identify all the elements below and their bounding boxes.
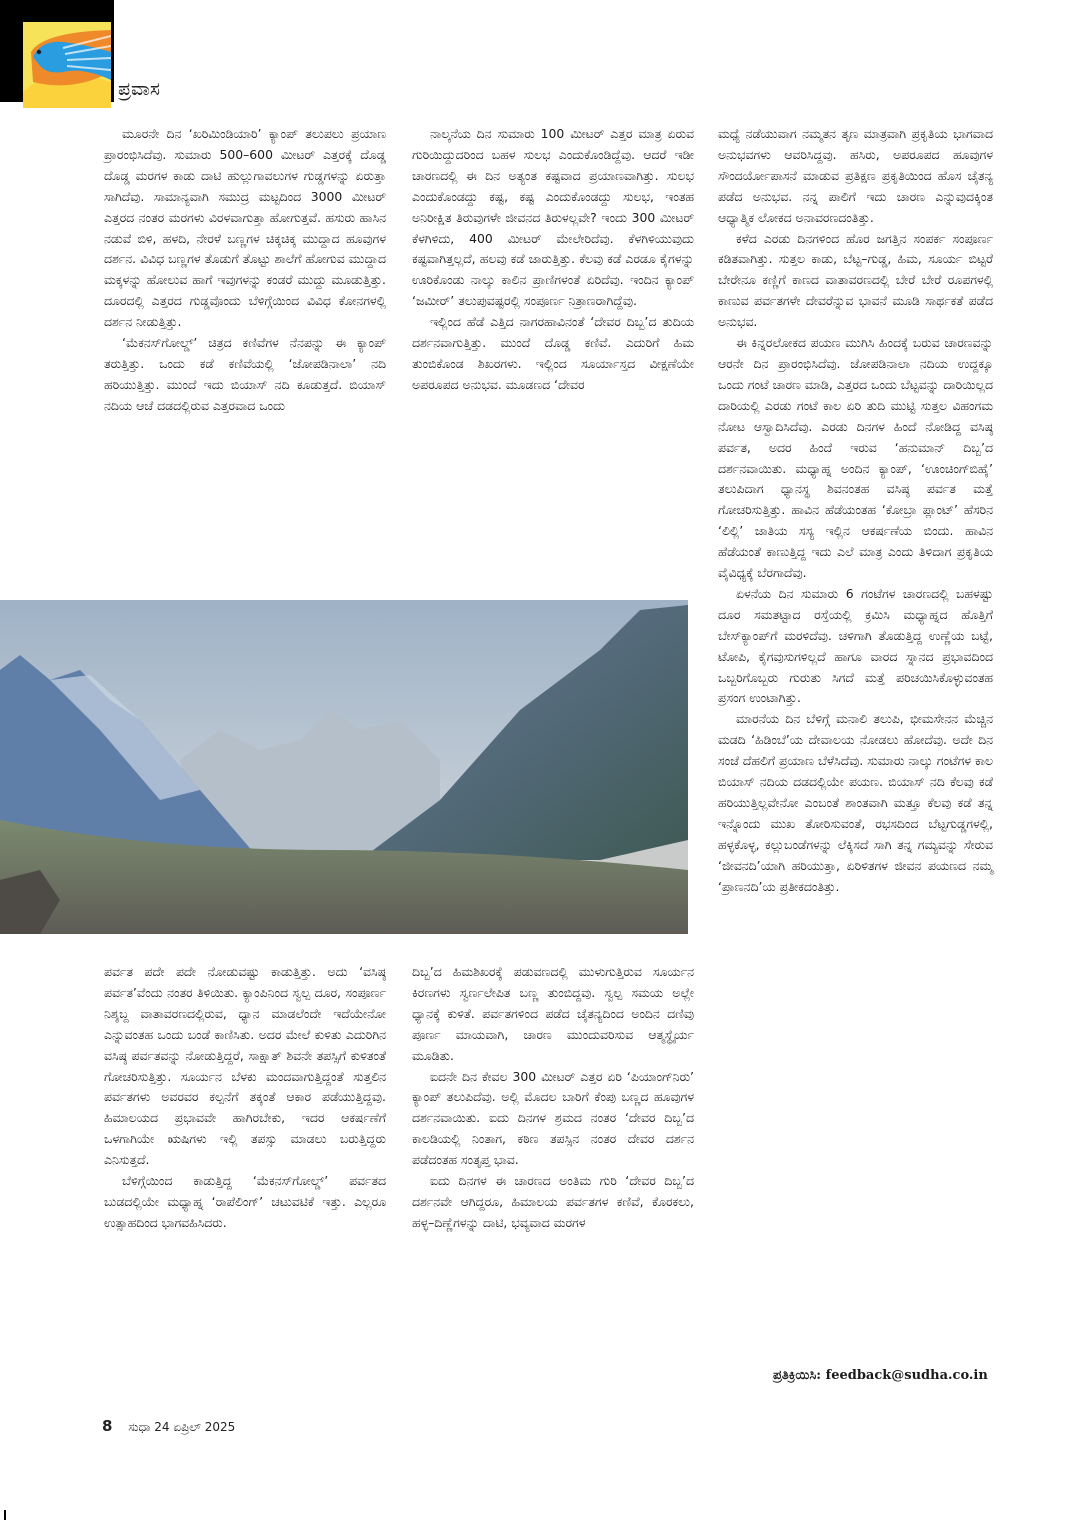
magazine-date: ಸುಧಾ 24 ಏಪ್ರಿಲ್ 2025: [128, 1420, 236, 1434]
paragraph: ಕಳೆದ ಎರಡು ದಿನಗಳಿಂದ ಹೊರ ಜಗತ್ತಿನ ಸಂಪರ್ಕ ಸಂಪೂರ್ಣ ಕಡಿತವಾಗಿತ್ತು. ಸುತ್ತಲ ಕಾಡು, ಬೆಟ್ಟ–ಗುಡ್ಡ, ಹಿಮ, ಸೂರ್ಯ ಬಿಟ್ಟರೆ ಬೇರೇನೂ ಕಣ್ಣಿಗೆ ಕಾಣದ ವಾತಾವರಣದಲ್ಲಿ ಬೇರೆ ಬೇರೆ ರೂಪಗಳಲ್ಲಿ ಕಾಣುವ ಪರ್ವತಗಳೇ ದೇವರೆನ್ನುವ ಭಾವನೆ ಮೂಡಿ ಸಾರ್ಥಕತೆ ಪಡೆದ ಅನುಭವ.: [718, 230, 993, 330]
page-footer: [102, 1417, 235, 1435]
column-2-bottom: [412, 962, 694, 1234]
page-number: 8: [102, 1417, 113, 1435]
paragraph: ಐದನೇ ದಿನ ಕೇವಲ 300 ಮೀಟರ್ ಎತ್ತರ ಏರಿ ‘ಪಿಯಾಂಗ್‌ನಿರು’ ಕ್ಯಾಂಪ್ ತಲುಪಿದೆವು. ಅಲ್ಲಿ ಮೊದಲ ಬಾರಿಗೆ ಕೆಂಪು ಬಣ್ಣದ ಹೂವುಗಳ ದರ್ಶನವಾಯಿತು. ಐದು ದಿನಗಳ ಶ್ರಮದ ನಂತರ ‘ದೇವರ ದಿಬ್ಬ’ದ ಕಾಲಡಿಯಲ್ಲಿ ನಿಂತಾಗ, ಕಠಿಣ ತಪಸ್ಸಿನ ನಂತರ ದೇವರ ದರ್ಶನ ಪಡೆದಂತಹ ಸಂತೃಪ್ತ ಭಾವ.: [412, 1068, 694, 1168]
paragraph: ಇಲ್ಲಿಂದ ಹೆಡೆ ಎತ್ತಿದ ನಾಗರಹಾವಿನಂತೆ ‘ದೇವರ ದಿಬ್ಬ’ದ ತುದಿಯ ದರ್ಶನವಾಗುತ್ತಿತ್ತು. ಮುಂದೆ ದೊಡ್ಡ ಕಣಿವೆ. ಎದುರಿಗೆ ಹಿಮ ತುಂಬಿಕೊಂಡ ಶಿಖರಗಳು. ಇಲ್ಲಿಂದ ಸೂರ್ಯಾಸ್ತದ ವೀಕ್ಷಣೆಯೇ ಅಪರೂಪದ ಅನುಭವ. ಮೂಡಣದ ‘ದೇವರ: [412, 314, 694, 392]
column-2-top: [412, 124, 694, 396]
column-1-top: [104, 124, 386, 417]
paragraph: ಮೂರನೇ ದಿನ ‘ಖರಿಮಿಂಡಿಯಾರಿ’ ಕ್ಯಾಂಪ್ ತಲುಪಲು ಪ್ರಯಾಣ ಪ್ರಾರಂಭಿಸಿದೆವು. ಸುಮಾರು 500–600 ಮೀಟರ್ ಎತ್ತರಕ್ಕೆ ದೊಡ್ಡ ದೊಡ್ಡ ಮರಗಳ ಕಾಡು ದಾಟಿ ಹುಲ್ಲುಗಾವಲುಗಳ ಗುಡ್ಡಗಳನ್ನು ಏರುತ್ತಾ ಸಾಗಿದೆವು. ಸಾಮಾನ್ಯವಾಗಿ ಸಮುದ್ರ ಮಟ್ಟದಿಂದ 3000 ಮೀಟರ್ ಎತ್ತರದ ನಂತರ ಮರಗಳು ವಿರಳವಾಗುತ್ತಾ ಹೋಗುತ್ತವೆ. ಹಸುರು ಹಾಸಿನ ನಡುವೆ ಬಿಳಿ, ಹಳದಿ, ನೇರಳೆ ಬಣ್ಣಗಳ ಚಿಕ್ಕಚಿಕ್ಕ ಮುದ್ದಾದ ಹೂವುಗಳ ದರ್ಶನ. ವಿವಿಧ ಬಣ್ಣಗಳ ತೊಡುಗೆ ತೊಟ್ಟು ಶಾಲೆಗೆ ಹೋಗುವ ಮುದ್ದಾದ ಮಕ್ಕಳನ್ನು ಹೋಲುವ ಹಾಗೆ ಇವುಗಳನ್ನು ಕಂಡರೆ ಮುದ್ದು ಮೂಡುತ್ತಿತ್ತು. ದೂರದಲ್ಲಿ ಎತ್ತರದ ಗುಡ್ಡವೊಂದು ಬೆಳಿಗ್ಗೆಯಿಂದ ವಿವಿಧ ಕೋನಗಳಲ್ಲಿ ದರ್ಶನ ನೀಡುತ್ತಿತ್ತು.: [104, 126, 386, 330]
paragraph: ಐದು ದಿನಗಳ ಈ ಚಾರಣದ ಅಂತಿಮ ಗುರಿ ‘ದೇವರ ದಿಬ್ಬ’ದ ದರ್ಶನವೇ ಆಗಿದ್ದರೂ, ಹಿಮಾಲಯ ಪರ್ವತಗಳ ಕಣಿವೆ, ಕೊರಕಲು, ಹಳ್ಳ–ದಿಣ್ಣೆಗಳನ್ನು ದಾಟಿ, ಭವ್ಯವಾದ ಮರಗಳ: [412, 1173, 694, 1230]
column-1-bottom: [104, 962, 386, 1234]
section-title: ಪ್ರವಾಸ: [118, 78, 161, 100]
paragraph: ನಾಲ್ಕನೆಯ ದಿನ ಸುಮಾರು 100 ಮೀಟರ್ ಎತ್ತರ ಮಾತ್ರ ಏರುವ ಗುರಿಯಿದ್ದುದರಿಂದ ಬಹಳ ಸುಲಭ ಎಂದುಕೊಂಡಿದ್ದೆವು. ಆದರೆ ಇಡೀ ಚಾರಣದಲ್ಲಿ ಈ ದಿನ ಅತ್ಯಂತ ಕಷ್ಟವಾದ ಪ್ರಯಾಣವಾಗಿತ್ತು. ಸುಲಭ ಎಂದುಕೊಂಡದ್ದು ಕಷ್ಟ, ಕಷ್ಟ ಎಂದುಕೊಂಡದ್ದು ಸುಲಭ, ಇಂತಹ ಅನಿರೀಕ್ಷಿತ ತಿರುವುಗಳೇ ಜೀವನದ ತಿರುಳಲ್ಲವೇ? ಇಂದು 300 ಮೀಟರ್ ಕೆಳಗಿಳಿದು, 400 ಮೀಟರ್ ಮೇಲೇರಿದೆವು. ಕೆಳಗಿಳಿಯುವುದು ಕಷ್ಟವಾಗಿತ್ತಲ್ಲದೆ, ಹಲವು ಕಡೆ ಜಾರುತ್ತಿತ್ತು. ಕೆಲವು ಕಡೆ ಎರಡೂ ಕೈಗಳನ್ನು ಊರಿಕೊಂಡು ನಾಲ್ಕು ಕಾಲಿನ ಪ್ರಾಣಿಗಳಂತೆ ಏರಿದೆವು. ಇಂದಿನ ಕ್ಯಾಂಪ್ ‘ಜಮೀರ್’ ತಲುಪುವಷ್ಟರಲ್ಲಿ ಸಂಪೂರ್ಣ ನಿತ್ರಾಣರಾಗಿದ್ದೆವು.: [412, 126, 694, 309]
paragraph: ಏಳನೆಯ ದಿನ ಸುಮಾರು 6 ಗಂಟೆಗಳ ಚಾರಣದಲ್ಲಿ ಬಹಳಷ್ಟು ದೂರ ಸಮತಟ್ಟಾದ ರಸ್ತೆಯಲ್ಲಿ ಕ್ರಮಿಸಿ ಮಧ್ಯಾಹ್ನದ ಹೊತ್ತಿಗೆ ಬೇಸ್‌ಕ್ಯಾಂಪ್‌ಗೆ ಮರಳಿದೆವು. ಚಳಿಗಾಗಿ ತೊಡುತ್ತಿದ್ದ ಉಣ್ಣೆಯ ಬಟ್ಟೆ, ಟೋಪಿ, ಕೈಗವುಸುಗಳಿಲ್ಲದೆ ಹಾಗೂ ವಾರದ ಸ್ನಾನದ ಪ್ರಭಾವದಿಂದ ಒಬ್ಬರಿಗೊಬ್ಬರು ಗುರುತು ಸಿಗದೆ ಮತ್ತೆ ಪರಿಚಯಿಸಿಕೊಳ್ಳುವಂತಹ ಪ್ರಸಂಗ ಉಂಟಾಗಿತ್ತು.: [718, 585, 993, 706]
feedback-email[interactable]: ಪ್ರತಿಕ್ರಿಯಿಸಿ: feedback@sudha.co.in: [773, 1368, 988, 1383]
paragraph: ದಿಬ್ಬ’ದ ಹಿಮಶಿಖರಕ್ಕೆ ಪಡುವಣದಲ್ಲಿ ಮುಳುಗುತ್ತಿರುವ ಸೂರ್ಯನ ಕಿರಣಗಳು ಸ್ವರ್ಣಲೇಪಿತ ಬಣ್ಣ ತುಂಬಿದ್ದವು. ಸ್ವಲ್ಪ ಸಮಯ ಅಲ್ಲೇ ಧ್ಯಾನಕ್ಕೆ ಕುಳಿತೆ. ಪರ್ವತಗಳಿಂದ ಪಡೆದ ಚೈತನ್ಯದಿಂದ ಅಂದಿನ ದಣಿವು ಪೂರ್ಣ ಮಾಯವಾಗಿ, ಚಾರಣ ಮುಂದುವರಿಸುವ ಆತ್ಮಸ್ಥೈರ್ಯ ಮೂಡಿತು.: [412, 964, 694, 1063]
paragraph: ಈ ಕಿನ್ನರಲೋಕದ ಪಯಣ ಮುಗಿಸಿ ಹಿಂದಕ್ಕೆ ಬರುವ ಚಾರಣವನ್ನು ಆರನೇ ದಿನ ಪ್ರಾರಂಭಿಸಿದೆವು. ಜೋಪಡಿನಾಲಾ ನದಿಯ ಉದ್ದಕ್ಕೂ ಒಂದು ಗಂಟೆ ಚಾರಣ ಮಾಡಿ, ಎತ್ತರದ ಒಂದು ಬೆಟ್ಟವನ್ನು ದಾರಿಯಿಲ್ಲದ ದಾರಿಯಲ್ಲಿ ಎರಡು ಗಂಟೆ ಕಾಲ ಏರಿ ತುದಿ ಮುಟ್ಟಿ ಸುತ್ತಲ ವಿಹಂಗಮ ನೋಟ ಆಸ್ವಾದಿಸಿದೆವು. ಎರಡು ದಿನಗಳ ಹಿಂದೆ ನೋಡಿದ್ದ ವಸಿಷ್ಠ ಪರ್ವತ, ಅದರ ಹಿಂದೆ ಇರುವ ‘ಹನುಮಾನ್ ದಿಬ್ಬ’ದ ದರ್ಶನವಾಯಿತು. ಮಧ್ಯಾಹ್ನ ಅಂದಿನ ಕ್ಯಾಂಪ್, ‘ಊಂಚಿಂಗ್‌ಬಿಹೈ’ ತಲುಪಿದಾಗ ಧ್ಯಾನಸ್ಥ ಶಿವನಂತಹ ವಸಿಷ್ಠ ಪರ್ವತ ಮತ್ತೆ ಗೋಚರಿಸುತ್ತಿತ್ತು. ಹಾವಿನ ಹೆಡೆಯಂತಹ ‘ಕೋಬ್ರಾ ಪ್ಲಾಂಟ್’ ಹೆಸರಿನ ‘ಲಿಲ್ಲಿ’ ಜಾತಿಯ ಸಸ್ಯ ಇಲ್ಲಿನ ಆಕರ್ಷಣೆಯ ಬಿಂದು. ಹಾವಿನ ಹೆಡೆಯಂತೆ ಕಾಣುತ್ತಿದ್ದ ಇದು ಎಲೆ ಮಾತ್ರ ಎಂದು ತಿಳಿದಾಗ ಪ್ರಕೃತಿಯ ವೈವಿಧ್ಯಕ್ಕೆ ಬೆರಗಾದೆವು.: [718, 335, 993, 581]
mountain-valley-photo: [0, 600, 688, 934]
paragraph: ಮಧ್ಯೆ ನಡೆಯುವಾಗ ನಮ್ಮತನ ತೃಣ ಮಾತ್ರವಾಗಿ ಪ್ರಕೃತಿಯ ಭಾಗವಾದ ಅನುಭವಗಳು ಆವರಿಸಿದ್ದವು. ಹಸಿರು, ಅಪರೂಪದ ಹೂವುಗಳ ಸೌಂದರ್ಯೋಪಾಸನೆ ಮಾಡುವ ಪ್ರತಿಕ್ಷಣ ಪ್ರಕೃತಿಯಿಂದ ಹೊಸ ಚೈತನ್ಯ ಪಡೆದ ಅನುಭವ. ನನ್ನ ಪಾಲಿಗೆ ಇದು ಚಾರಣ ಎನ್ನುವುದಕ್ಕಿಂತ ಆಧ್ಯಾತ್ಮಿಕ ಲೋಕದ ಅನಾವರಣದಂತಿತ್ತು.: [718, 126, 993, 225]
paragraph: ಬೆಳಿಗ್ಗೆಯಿಂದ ಕಾಡುತ್ತಿದ್ದ ‘ಮೆಕನಸ್‌ಗೋಲ್ಡ್’ ಪರ್ವತದ ಬುಡದಲ್ಲಿಯೇ ಮಧ್ಯಾಹ್ನ ‘ರಾಪೆಲಿಂಗ್’ ಚಟುವಟಿಕೆ ಇತ್ತು. ಎಲ್ಲರೂ ಉತ್ಸಾಹದಿಂದ ಭಾಗವಹಿಸಿದರು.: [104, 1173, 386, 1230]
paragraph: ಪರ್ವತ ಪದೇ ಪದೇ ನೋಡುವಷ್ಟು ಕಾಡುತ್ತಿತ್ತು. ಅದು ‘ವಸಿಷ್ಠ ಪರ್ವತ’ವೆಂದು ನಂತರ ತಿಳಿಯಿತು. ಕ್ಯಾಂಪಿನಿಂದ ಸ್ವಲ್ಪ ದೂರ, ಸಂಪೂರ್ಣ ನಿಶ್ಶಬ್ದ ವಾತಾವರಣದಲ್ಲಿರುವ, ಧ್ಯಾನ ಮಾಡಲೆಂದೇ ಇದೆಯೇನೋ ಎನ್ನುವಂತಹ ಒಂದು ಬಂಡೆ ಕಾಣಿಸಿತು. ಅದರ ಮೇಲೆ ಕುಳಿತು ಎದುರಿಗಿನ ವಸಿಷ್ಠ ಪರ್ವತವನ್ನು ನೋಡುತ್ತಿದ್ದರೆ, ಸಾಕ್ಷಾತ್ ಶಿವನೇ ತಪಸ್ಸಿಗೆ ಕುಳಿತಂತೆ ಗೋಚರಿಸುತ್ತಿತ್ತು. ಸೂರ್ಯನ ಬೆಳಕು ಮಂದವಾಗುತ್ತಿದ್ದಂತೆ ಸುತ್ತಲಿನ ಪರ್ವತಗಳು ಅವರವರ ಕಲ್ಪನೆಗೆ ತಕ್ಕಂತೆ ಆಕಾರ ಪಡೆಯುತ್ತಿದ್ದವು. ಹಿಮಾಲಯದ ಪ್ರಭಾವವೇ ಹಾಗಿರಬೇಕು, ಇದರ ಆಕರ್ಷಣೆಗೆ ಒಳಗಾಗಿಯೇ ಋಷಿಗಳು ಇಲ್ಲಿ ತಪಸ್ಸು ಮಾಡಲು ಬರುತ್ತಿದ್ದರು ಎನಿಸುತ್ತದೆ.: [104, 964, 386, 1168]
column-3: [718, 124, 993, 898]
bird-logo-icon: [23, 22, 111, 108]
paragraph: ಮಾರನೆಯ ದಿನ ಬೆಳಿಗ್ಗೆ ಮನಾಲಿ ತಲುಪಿ, ಭೀಮಸೇನನ ಮೆಚ್ಚಿನ ಮಡದಿ ‘ಹಿಡಿಂಬೆ’ಯ ದೇವಾಲಯ ನೋಡಲು ಹೋದೆವು. ಅದೇ ದಿನ ಸಂಜೆ ದೆಹಲಿಗೆ ಪ್ರಯಾಣ ಬೆಳೆಸಿದೆವು. ಸುಮಾರು ನಾಲ್ಕು ಗಂಟೆಗಳ ಕಾಲ ಬಿಯಾಸ್ ನದಿಯ ದಡದಲ್ಲಿಯೇ ಪಯಣ. ಬಿಯಾಸ್ ನದಿ ಕೆಲವು ಕಡೆ ಹರಿಯುತ್ತಿಲ್ಲವೇನೋ ಎಂಬಂತೆ ಶಾಂತವಾಗಿ ಮತ್ತೂ ಕೆಲವು ಕಡೆ ತನ್ನ ಇನ್ನೊಂದು ಮುಖ ತೋರಿಸುವಂತೆ, ರಭಸದಿಂದ ಬೆಟ್ಟಗುಡ್ಡಗಳಲ್ಲಿ, ಹಳ್ಳಕೊಳ್ಳ, ಕಲ್ಲುಬಂಡೆಗಳನ್ನು ಲೆಕ್ಕಿಸದೆ ಸಾಗಿ ತನ್ನ ಗಮ್ಯವನ್ನು ಸೇರುವ ‘ಜೀವನದಿ’ಯಾಗಿ ಹರಿಯುತ್ತಾ, ಏರಿಳಿತಗಳ ಜೀವನ ಪಯಣದ ನಮ್ಮ ‘ಪ್ರಾಣನದಿ’ಯ ಪ್ರತೀಕದಂತಿತ್ತು.: [718, 711, 993, 894]
crop-mark: [4, 1510, 6, 1520]
paragraph: ‘ಮೆಕನಸ್‌ಗೋಲ್ಡ್’ ಚಿತ್ರದ ಕಣಿವೆಗಳ ನೆನಪನ್ನು ಈ ಕ್ಯಾಂಪ್ ತರುತ್ತಿತ್ತು. ಒಂದು ಕಡೆ ಕಣಿವೆಯಲ್ಲಿ ‘ಜೋಪಡಿನಾಲಾ’ ನದಿ ಹರಿಯುತ್ತಿತ್ತು. ಮುಂದೆ ಇದು ಬಿಯಾಸ್ ನದಿ ಕೂಡುತ್ತದೆ. ಬಿಯಾಸ್ ನದಿಯ ಆಚೆ ದಡದಲ್ಲಿರುವ ಎತ್ತರವಾದ ಒಂದು: [104, 335, 386, 413]
